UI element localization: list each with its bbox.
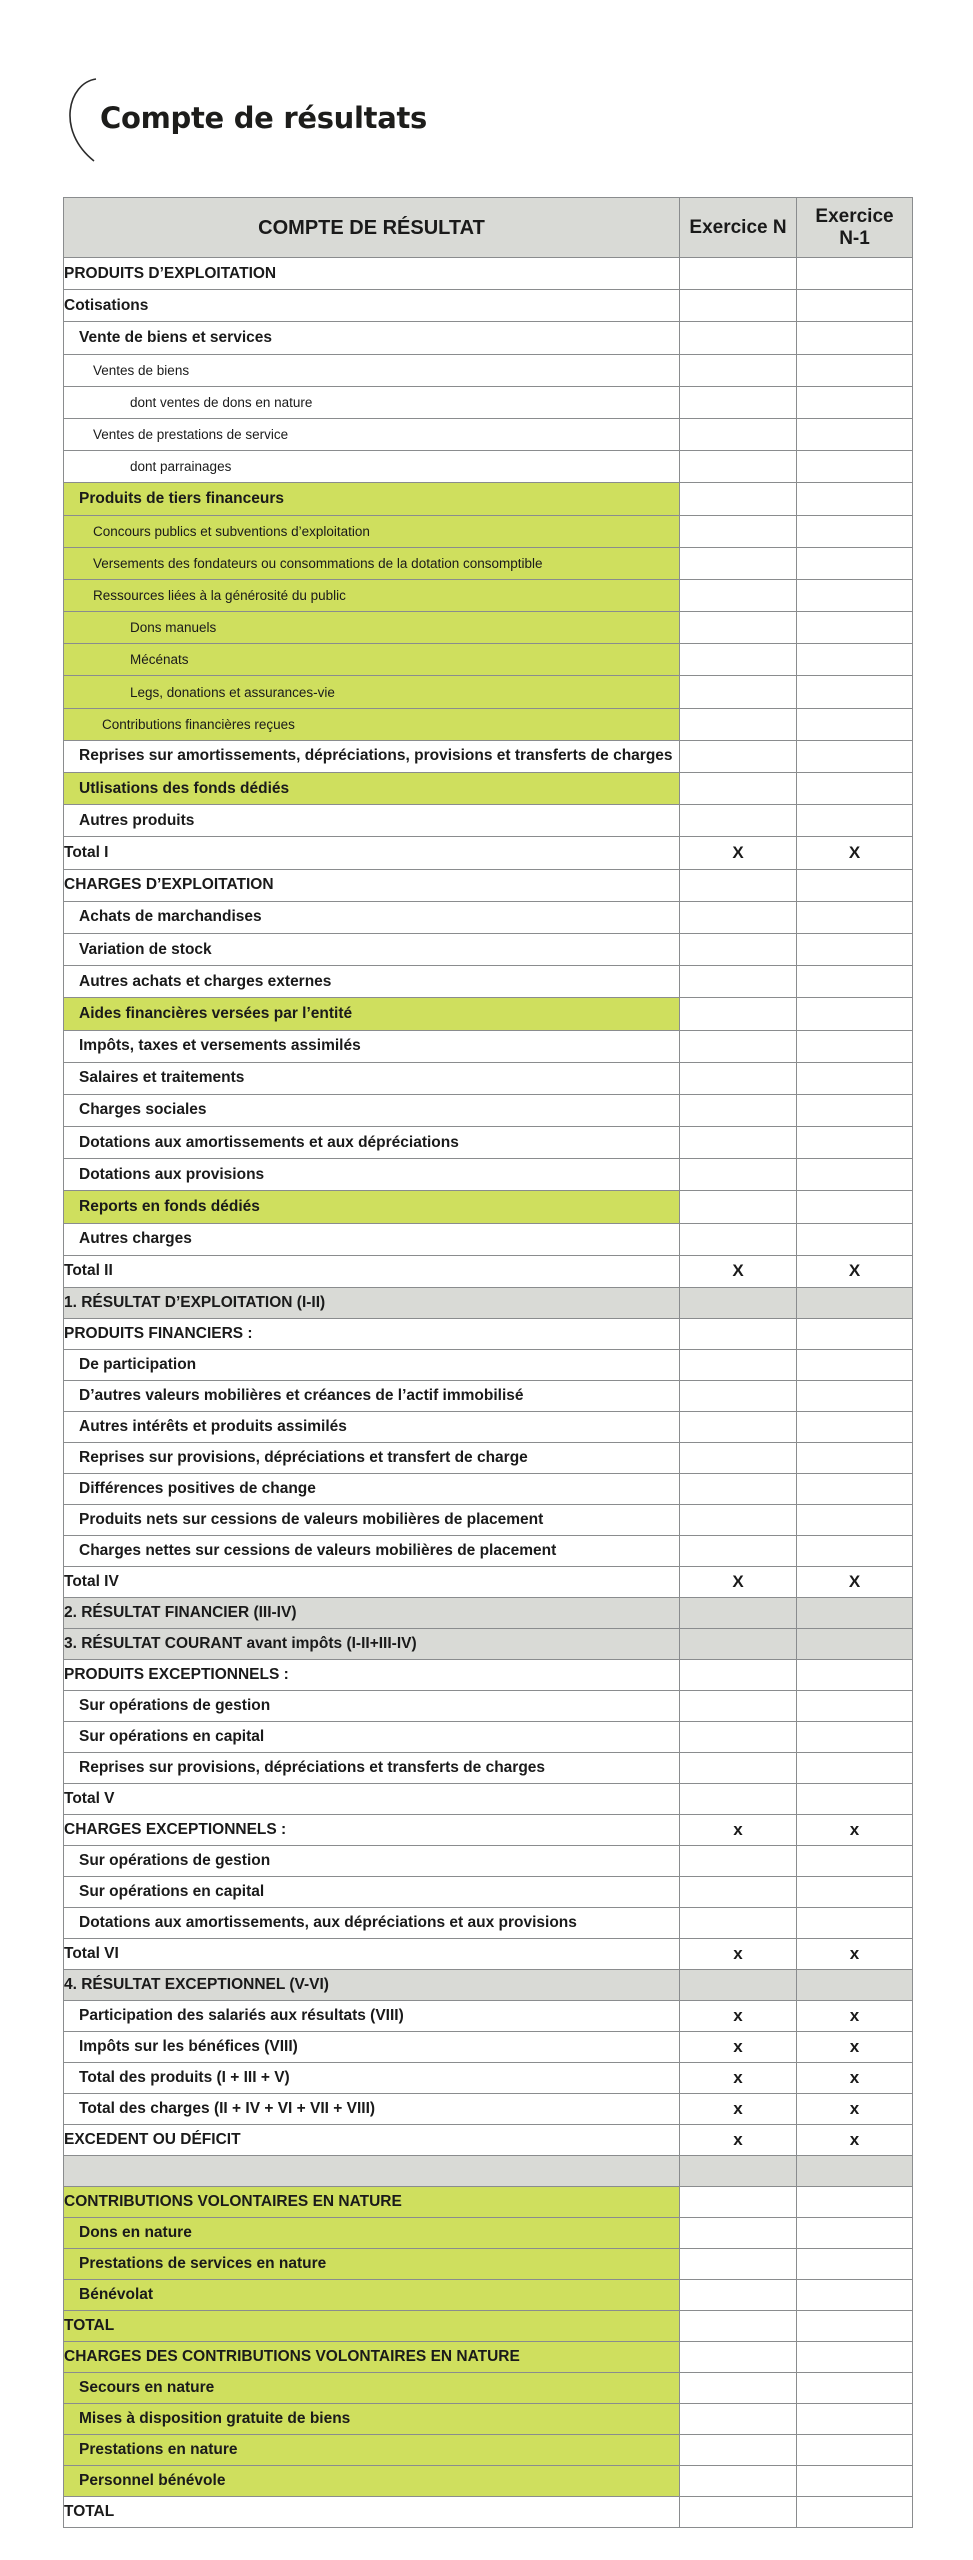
row-label: Total des produits (I + III + V) — [64, 2063, 680, 2094]
cell-exercice-n1: x — [797, 1939, 913, 1970]
cell-exercice-n — [680, 1094, 797, 1126]
cell-exercice-n: x — [680, 2032, 797, 2063]
table-row — [64, 1381, 913, 1412]
table-row — [64, 612, 913, 644]
cell-exercice-n1 — [797, 579, 913, 611]
row-label: Impôts sur les bénéfices (VIII) — [64, 2032, 680, 2063]
cell-exercice-n1: x — [797, 2032, 913, 2063]
row-label: Cotisations — [64, 290, 680, 322]
row-label: PRODUITS EXCEPTIONNELS : — [64, 1660, 680, 1691]
table-row — [64, 1877, 913, 1908]
row-label: Autres achats et charges externes — [64, 966, 680, 998]
table-row — [64, 2280, 913, 2311]
cell-exercice-n — [680, 1030, 797, 1062]
cell-exercice-n1 — [797, 1191, 913, 1223]
cell-exercice-n1 — [797, 676, 913, 708]
cell-exercice-n — [680, 2373, 797, 2404]
column-header-exercice-n1-text: Exercice N-1 — [815, 205, 894, 249]
table-row — [64, 483, 913, 515]
cell-exercice-n — [680, 1970, 797, 2001]
row-label: Aides financières versées par l’entité — [64, 998, 680, 1030]
cell-exercice-n — [680, 1381, 797, 1412]
cell-exercice-n — [680, 773, 797, 805]
cell-exercice-n — [680, 1062, 797, 1094]
row-label: Bénévolat — [64, 2280, 680, 2311]
row-label: dont parrainages — [64, 451, 680, 483]
table-row — [64, 901, 913, 933]
cell-exercice-n — [680, 515, 797, 547]
page-header — [62, 75, 762, 170]
table-row — [64, 290, 913, 322]
cell-exercice-n — [680, 1505, 797, 1536]
table-row — [64, 1939, 913, 1970]
cell-exercice-n1: x — [797, 2125, 913, 2156]
table-row — [64, 1629, 913, 1660]
table-row — [64, 1474, 913, 1505]
row-label: Reports en fonds dédiés — [64, 1191, 680, 1223]
cell-exercice-n1 — [797, 2156, 913, 2187]
cell-exercice-n — [680, 258, 797, 290]
table-row — [64, 1536, 913, 1567]
row-label: Total V — [64, 1784, 680, 1815]
table-row — [64, 2497, 913, 2528]
row-label: Secours en nature — [64, 2373, 680, 2404]
table-row — [64, 1908, 913, 1939]
table-row — [64, 2063, 913, 2094]
table-row — [64, 1753, 913, 1784]
row-label: Ventes de biens — [64, 354, 680, 386]
cell-exercice-n1 — [797, 1908, 913, 1939]
row-label: PRODUITS FINANCIERS : — [64, 1319, 680, 1350]
cell-exercice-n — [680, 2218, 797, 2249]
row-label: 4. RÉSULTAT EXCEPTIONNEL (V-VI) — [64, 1970, 680, 2001]
cell-exercice-n — [680, 1223, 797, 1255]
cell-exercice-n — [680, 1350, 797, 1381]
row-label: Autres intérêts et produits assimilés — [64, 1412, 680, 1443]
table-row — [64, 418, 913, 450]
cell-exercice-n — [680, 483, 797, 515]
table-row — [64, 1412, 913, 1443]
table-row — [64, 386, 913, 418]
table-row — [64, 1030, 913, 1062]
row-label: 3. RÉSULTAT COURANT avant impôts (I-II+III-IV) — [64, 1629, 680, 1660]
cell-exercice-n1 — [797, 322, 913, 354]
cell-exercice-n — [680, 933, 797, 965]
table-row — [64, 1567, 913, 1598]
cell-exercice-n — [680, 2311, 797, 2342]
cell-exercice-n: x — [680, 2094, 797, 2125]
row-label: Utlisations des fonds dédiés — [64, 773, 680, 805]
row-label: Ventes de prestations de service — [64, 418, 680, 450]
table-row — [64, 354, 913, 386]
row-label: Charges sociales — [64, 1094, 680, 1126]
table-row — [64, 1443, 913, 1474]
row-label: Reprises sur amortissements, dépréciations, provisions et transferts de charges — [64, 740, 680, 772]
cell-exercice-n — [680, 676, 797, 708]
cell-exercice-n1: x — [797, 2094, 913, 2125]
table-row — [64, 998, 913, 1030]
row-label: Dotations aux provisions — [64, 1159, 680, 1191]
cell-exercice-n — [680, 869, 797, 901]
cell-exercice-n1 — [797, 2187, 913, 2218]
table-row — [64, 644, 913, 676]
table-row — [64, 2094, 913, 2125]
cell-exercice-n — [680, 322, 797, 354]
row-label: Contributions financières reçues — [64, 708, 680, 740]
row-label: Prestations de services en nature — [64, 2249, 680, 2280]
table-row — [64, 869, 913, 901]
cell-exercice-n1 — [797, 966, 913, 998]
row-label: Charges nettes sur cessions de valeurs mobilières de placement — [64, 1536, 680, 1567]
cell-exercice-n — [680, 644, 797, 676]
table-row — [64, 2311, 913, 2342]
row-label: Différences positives de change — [64, 1474, 680, 1505]
cell-exercice-n1: x — [797, 1815, 913, 1846]
cell-exercice-n1 — [797, 2435, 913, 2466]
table-row — [64, 1319, 913, 1350]
cell-exercice-n1 — [797, 1846, 913, 1877]
row-label: Mises à disposition gratuite de biens — [64, 2404, 680, 2435]
cell-exercice-n — [680, 1598, 797, 1629]
table-row — [64, 1598, 913, 1629]
table-row — [64, 2435, 913, 2466]
row-label: Impôts, taxes et versements assimilés — [64, 1030, 680, 1062]
cell-exercice-n — [680, 2466, 797, 2497]
table-row — [64, 1784, 913, 1815]
table-row — [64, 2125, 913, 2156]
row-label: Participation des salariés aux résultats (VIII) — [64, 2001, 680, 2032]
cell-exercice-n1 — [797, 2280, 913, 2311]
cell-exercice-n1 — [797, 933, 913, 965]
cell-exercice-n1 — [797, 1412, 913, 1443]
row-label: Mécénats — [64, 644, 680, 676]
cell-exercice-n — [680, 1536, 797, 1567]
cell-exercice-n1 — [797, 258, 913, 290]
row-label: Dotations aux amortissements et aux dépréciations — [64, 1127, 680, 1159]
table-row — [64, 805, 913, 837]
table-row — [64, 2404, 913, 2435]
cell-exercice-n — [680, 1722, 797, 1753]
cell-exercice-n1 — [797, 1691, 913, 1722]
row-label: Sur opérations en capital — [64, 1877, 680, 1908]
cell-exercice-n — [680, 1629, 797, 1660]
row-label: Dotations aux amortissements, aux dépréciations et aux provisions — [64, 1908, 680, 1939]
row-label: 2. RÉSULTAT FINANCIER (III-IV) — [64, 1598, 680, 1629]
cell-exercice-n1 — [797, 708, 913, 740]
cell-exercice-n1 — [797, 1598, 913, 1629]
cell-exercice-n1 — [797, 1536, 913, 1567]
cell-exercice-n — [680, 1288, 797, 1319]
row-label: Versements des fondateurs ou consommations de la dotation consomptible — [64, 547, 680, 579]
table-row — [64, 740, 913, 772]
row-label: Ressources liées à la générosité du public — [64, 579, 680, 611]
cell-exercice-n1 — [797, 1877, 913, 1908]
income-statement-table — [63, 197, 913, 2528]
cell-exercice-n1 — [797, 1350, 913, 1381]
table-row — [64, 1191, 913, 1223]
table-row — [64, 1159, 913, 1191]
cell-exercice-n1: X — [797, 837, 913, 869]
cell-exercice-n1: x — [797, 2063, 913, 2094]
table-header-row — [64, 198, 913, 258]
cell-exercice-n1 — [797, 1753, 913, 1784]
row-label: Prestations en nature — [64, 2435, 680, 2466]
cell-exercice-n1 — [797, 483, 913, 515]
row-label: 1. RÉSULTAT D’EXPLOITATION (I-II) — [64, 1288, 680, 1319]
row-label: Variation de stock — [64, 933, 680, 965]
cell-exercice-n: X — [680, 1567, 797, 1598]
cell-exercice-n — [680, 579, 797, 611]
cell-exercice-n — [680, 2280, 797, 2311]
cell-exercice-n — [680, 1319, 797, 1350]
cell-exercice-n: X — [680, 1255, 797, 1287]
cell-exercice-n1 — [797, 1970, 913, 2001]
table-row — [64, 579, 913, 611]
cell-exercice-n — [680, 354, 797, 386]
table-row — [64, 1846, 913, 1877]
cell-exercice-n1 — [797, 1127, 913, 1159]
table-row — [64, 966, 913, 998]
cell-exercice-n — [680, 2342, 797, 2373]
row-label: Reprises sur provisions, dépréciations et transfert de charge — [64, 1443, 680, 1474]
table-row — [64, 2001, 913, 2032]
cell-exercice-n: x — [680, 2063, 797, 2094]
cell-exercice-n — [680, 386, 797, 418]
cell-exercice-n1: X — [797, 1567, 913, 1598]
row-label: Total I — [64, 837, 680, 869]
cell-exercice-n1 — [797, 1381, 913, 1412]
table-row — [64, 933, 913, 965]
table-row — [64, 2342, 913, 2373]
row-label: Produits nets sur cessions de valeurs mobilières de placement — [64, 1505, 680, 1536]
table-row — [64, 1691, 913, 1722]
row-label: TOTAL — [64, 2497, 680, 2528]
cell-exercice-n — [680, 2404, 797, 2435]
row-label: Concours publics et subventions d’exploitation — [64, 515, 680, 547]
table-row — [64, 515, 913, 547]
cell-exercice-n — [680, 1474, 797, 1505]
table-row — [64, 1094, 913, 1126]
cell-exercice-n1 — [797, 773, 913, 805]
table-row — [64, 837, 913, 869]
cell-exercice-n1 — [797, 2342, 913, 2373]
table-row — [64, 773, 913, 805]
cell-exercice-n1 — [797, 1474, 913, 1505]
row-label: Personnel bénévole — [64, 2466, 680, 2497]
row-label: dont ventes de dons en nature — [64, 386, 680, 418]
cell-exercice-n — [680, 2156, 797, 2187]
cell-exercice-n1 — [797, 805, 913, 837]
cell-exercice-n — [680, 708, 797, 740]
cell-exercice-n — [680, 1443, 797, 1474]
cell-exercice-n — [680, 451, 797, 483]
table-row — [64, 2032, 913, 2063]
cell-exercice-n1 — [797, 901, 913, 933]
row-label: CHARGES EXCEPTIONNELS : — [64, 1815, 680, 1846]
cell-exercice-n1 — [797, 2466, 913, 2497]
row-label: D’autres valeurs mobilières et créances de l’actif immobilisé — [64, 1381, 680, 1412]
cell-exercice-n1 — [797, 1722, 913, 1753]
row-label: Sur opérations en capital — [64, 1722, 680, 1753]
row-label: CHARGES DES CONTRIBUTIONS VOLONTAIRES EN NATURE — [64, 2342, 680, 2373]
cell-exercice-n — [680, 1191, 797, 1223]
table-row — [64, 676, 913, 708]
table-row — [64, 1255, 913, 1287]
table-row — [64, 1660, 913, 1691]
row-label: Total IV — [64, 1567, 680, 1598]
table-row — [64, 322, 913, 354]
column-header-exercice-n: Exercice N — [680, 198, 797, 258]
cell-exercice-n1: X — [797, 1255, 913, 1287]
table-row — [64, 2466, 913, 2497]
cell-exercice-n: x — [680, 1815, 797, 1846]
cell-exercice-n — [680, 1127, 797, 1159]
table-row — [64, 1288, 913, 1319]
cell-exercice-n1 — [797, 612, 913, 644]
cell-exercice-n — [680, 1846, 797, 1877]
table-row — [64, 708, 913, 740]
cell-exercice-n1 — [797, 354, 913, 386]
cell-exercice-n — [680, 612, 797, 644]
table-row — [64, 2373, 913, 2404]
cell-exercice-n1 — [797, 869, 913, 901]
cell-exercice-n1 — [797, 1443, 913, 1474]
cell-exercice-n1: x — [797, 2001, 913, 2032]
title-arc-decoration — [62, 75, 102, 165]
cell-exercice-n1 — [797, 418, 913, 450]
cell-exercice-n1 — [797, 1505, 913, 1536]
table-row — [64, 258, 913, 290]
cell-exercice-n — [680, 1159, 797, 1191]
table-row — [64, 1505, 913, 1536]
cell-exercice-n — [680, 1691, 797, 1722]
cell-exercice-n1 — [797, 2404, 913, 2435]
row-label: CONTRIBUTIONS VOLONTAIRES EN NATURE — [64, 2187, 680, 2218]
table-row — [64, 1970, 913, 2001]
row-label: Dons en nature — [64, 2218, 680, 2249]
cell-exercice-n1 — [797, 740, 913, 772]
cell-exercice-n1 — [797, 2311, 913, 2342]
cell-exercice-n1 — [797, 515, 913, 547]
row-label: Reprises sur provisions, dépréciations et transferts de charges — [64, 1753, 680, 1784]
table-row — [64, 1127, 913, 1159]
row-label: Achats de marchandises — [64, 901, 680, 933]
cell-exercice-n1 — [797, 290, 913, 322]
cell-exercice-n1 — [797, 1159, 913, 1191]
page-title: Compte de résultats — [100, 101, 428, 135]
cell-exercice-n1 — [797, 998, 913, 1030]
row-label: Total des charges (II + IV + VI + VII + VIII) — [64, 2094, 680, 2125]
column-header-exercice-n1 — [797, 198, 913, 258]
column-header-label: COMPTE DE RÉSULTAT — [64, 198, 680, 258]
table-row — [64, 1350, 913, 1381]
row-label: CHARGES D’EXPLOITATION — [64, 869, 680, 901]
cell-exercice-n: x — [680, 2125, 797, 2156]
table-row — [64, 1722, 913, 1753]
row-label: Legs, donations et assurances-vie — [64, 676, 680, 708]
table-row — [64, 2249, 913, 2280]
cell-exercice-n: X — [680, 837, 797, 869]
cell-exercice-n — [680, 966, 797, 998]
cell-exercice-n1 — [797, 1629, 913, 1660]
cell-exercice-n1 — [797, 2497, 913, 2528]
row-label: Autres produits — [64, 805, 680, 837]
row-label: De participation — [64, 1350, 680, 1381]
cell-exercice-n: x — [680, 2001, 797, 2032]
cell-exercice-n1 — [797, 2249, 913, 2280]
cell-exercice-n1 — [797, 1030, 913, 1062]
cell-exercice-n — [680, 2497, 797, 2528]
cell-exercice-n — [680, 740, 797, 772]
cell-exercice-n1 — [797, 1319, 913, 1350]
table-row — [64, 2187, 913, 2218]
cell-exercice-n1 — [797, 386, 913, 418]
row-label: Produits de tiers financeurs — [64, 483, 680, 515]
cell-exercice-n — [680, 2249, 797, 2280]
row-label: TOTAL — [64, 2311, 680, 2342]
row-label: Autres charges — [64, 1223, 680, 1255]
cell-exercice-n — [680, 998, 797, 1030]
cell-exercice-n — [680, 2435, 797, 2466]
table-row — [64, 1815, 913, 1846]
row-label: PRODUITS D’EXPLOITATION — [64, 258, 680, 290]
row-label: Sur opérations de gestion — [64, 1846, 680, 1877]
cell-exercice-n — [680, 2187, 797, 2218]
table-row — [64, 1062, 913, 1094]
cell-exercice-n1 — [797, 644, 913, 676]
cell-exercice-n1 — [797, 451, 913, 483]
cell-exercice-n1 — [797, 1062, 913, 1094]
row-label — [64, 2156, 680, 2187]
cell-exercice-n1 — [797, 1660, 913, 1691]
row-label: Salaires et traitements — [64, 1062, 680, 1094]
cell-exercice-n — [680, 1908, 797, 1939]
cell-exercice-n1 — [797, 2373, 913, 2404]
cell-exercice-n — [680, 547, 797, 579]
cell-exercice-n — [680, 901, 797, 933]
row-label: EXCEDENT OU DÉFICIT — [64, 2125, 680, 2156]
cell-exercice-n — [680, 1412, 797, 1443]
row-label: Dons manuels — [64, 612, 680, 644]
cell-exercice-n1 — [797, 1223, 913, 1255]
table-row — [64, 451, 913, 483]
cell-exercice-n: x — [680, 1939, 797, 1970]
cell-exercice-n1 — [797, 547, 913, 579]
cell-exercice-n — [680, 290, 797, 322]
cell-exercice-n — [680, 1784, 797, 1815]
cell-exercice-n1 — [797, 1094, 913, 1126]
row-label: Total II — [64, 1255, 680, 1287]
cell-exercice-n — [680, 418, 797, 450]
cell-exercice-n — [680, 805, 797, 837]
row-label: Sur opérations de gestion — [64, 1691, 680, 1722]
table-body — [64, 258, 913, 2528]
cell-exercice-n — [680, 1660, 797, 1691]
cell-exercice-n — [680, 1753, 797, 1784]
table-row — [64, 2156, 913, 2187]
cell-exercice-n1 — [797, 1784, 913, 1815]
cell-exercice-n — [680, 1877, 797, 1908]
row-label: Total VI — [64, 1939, 680, 1970]
cell-exercice-n1 — [797, 2218, 913, 2249]
table-row — [64, 1223, 913, 1255]
cell-exercice-n1 — [797, 1288, 913, 1319]
table-row — [64, 2218, 913, 2249]
row-label: Vente de biens et services — [64, 322, 680, 354]
table-row — [64, 547, 913, 579]
